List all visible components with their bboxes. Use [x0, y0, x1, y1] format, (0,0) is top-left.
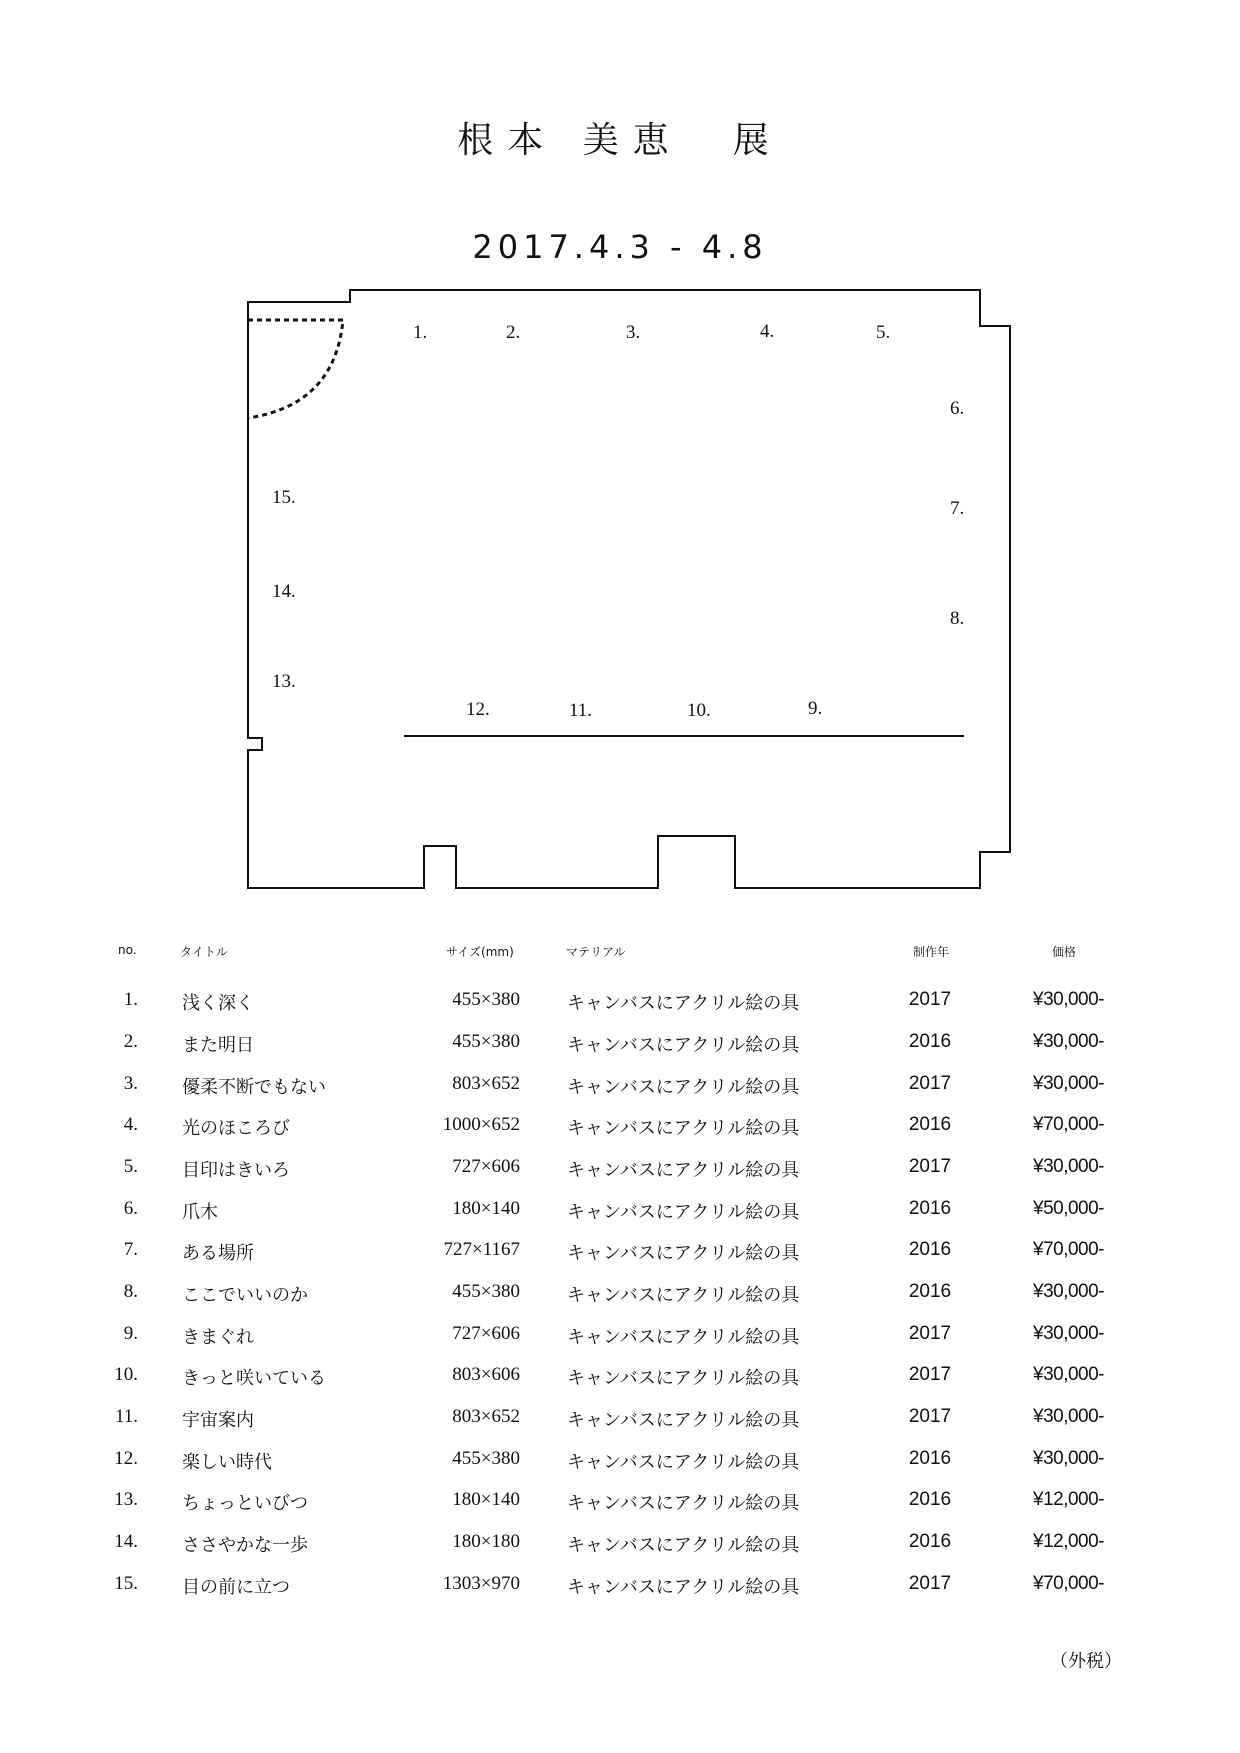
row-no: 4. — [123, 1114, 138, 1135]
position-label: 3. — [626, 322, 641, 343]
row-price: ¥30,000- — [1033, 1448, 1105, 1469]
row-year: 2016 — [908, 1448, 952, 1469]
row-year: 2016 — [908, 1489, 952, 1510]
row-size: 727×606 — [452, 1323, 520, 1344]
table-row — [0, 1073, 1240, 1103]
row-price: ¥30,000- — [1033, 1031, 1105, 1052]
row-no: 5. — [123, 1156, 138, 1177]
position-label: 5. — [876, 322, 891, 343]
row-title: 楽しい時代 — [182, 1452, 272, 1473]
row-title: 目印はきいろ — [182, 1160, 290, 1181]
row-price: ¥70,000- — [1033, 1239, 1105, 1260]
row-price: ¥30,000- — [1033, 1364, 1105, 1385]
row-no: 14. — [114, 1531, 138, 1552]
row-material: キャンバスにアクリル絵の具 — [567, 1368, 800, 1389]
row-material: キャンバスにアクリル絵の具 — [567, 1577, 800, 1598]
header-title: タイトル — [180, 945, 228, 959]
table-row — [0, 1239, 1240, 1269]
row-title: きっと咲いている — [182, 1368, 326, 1389]
position-label: 6. — [950, 398, 965, 419]
position-label: 10. — [687, 700, 711, 721]
row-material: キャンバスにアクリル絵の具 — [567, 1077, 800, 1098]
position-label: 9. — [808, 698, 823, 719]
row-title: 浅く深く — [182, 993, 254, 1014]
row-year: 2017 — [908, 1156, 952, 1177]
row-no: 12. — [114, 1448, 138, 1469]
row-year: 2016 — [908, 1281, 952, 1302]
row-size: 1303×970 — [442, 1573, 520, 1594]
position-label: 8. — [950, 608, 965, 629]
table-row — [0, 1573, 1240, 1603]
floor-plan-walls — [248, 290, 1010, 888]
position-label: 7. — [950, 498, 965, 519]
row-title: ある場所 — [182, 1243, 254, 1264]
header-material: マテリアル — [566, 945, 626, 959]
row-size: 803×652 — [452, 1406, 520, 1427]
table-row — [0, 1364, 1240, 1394]
table-row — [0, 1448, 1240, 1478]
row-title: 優柔不断でもない — [182, 1077, 326, 1098]
row-price: ¥30,000- — [1033, 1073, 1105, 1094]
table-row — [0, 1156, 1240, 1186]
row-no: 8. — [123, 1281, 138, 1302]
row-no: 13. — [114, 1489, 138, 1510]
position-label: 4. — [760, 321, 775, 342]
row-title: 宇宙案内 — [182, 1410, 254, 1431]
table-row — [0, 1531, 1240, 1561]
row-price: ¥30,000- — [1033, 1323, 1105, 1344]
row-price: ¥12,000- — [1033, 1489, 1105, 1510]
row-material: キャンバスにアクリル絵の具 — [567, 1202, 800, 1223]
row-material: キャンバスにアクリル絵の具 — [567, 1410, 800, 1431]
table-row — [0, 989, 1240, 1019]
row-price: ¥30,000- — [1033, 1281, 1105, 1302]
tax-note: （外税） — [1050, 1651, 1122, 1672]
row-no: 15. — [114, 1573, 138, 1594]
table-row — [0, 1031, 1240, 1061]
table-row — [0, 1323, 1240, 1353]
row-title: ささやかな一歩 — [182, 1535, 308, 1556]
row-year: 2016 — [908, 1531, 952, 1552]
row-size: 180×180 — [452, 1531, 520, 1552]
row-no: 7. — [123, 1239, 138, 1260]
row-no: 1. — [123, 989, 138, 1010]
table-row — [0, 1114, 1240, 1144]
row-material: キャンバスにアクリル絵の具 — [567, 1035, 800, 1056]
row-year: 2017 — [908, 1364, 952, 1385]
row-no: 3. — [123, 1073, 138, 1094]
table-row — [0, 1198, 1240, 1228]
row-title: また明日 — [182, 1035, 254, 1056]
row-no: 6. — [123, 1198, 138, 1219]
row-size: 455×380 — [452, 1281, 520, 1302]
position-label: 15. — [272, 487, 296, 508]
position-label: 1. — [413, 322, 428, 343]
row-no: 10. — [114, 1364, 138, 1385]
row-title: 目の前に立つ — [182, 1577, 290, 1598]
row-material: キャンバスにアクリル絵の具 — [567, 1452, 800, 1473]
row-size: 455×380 — [452, 1448, 520, 1469]
row-title: 光のほころび — [182, 1118, 290, 1139]
row-year: 2017 — [908, 1323, 952, 1344]
row-year: 2016 — [908, 1031, 952, 1052]
row-material: キャンバスにアクリル絵の具 — [567, 1327, 800, 1348]
table-row — [0, 1281, 1240, 1311]
row-no: 9. — [123, 1323, 138, 1344]
row-size: 803×652 — [452, 1073, 520, 1094]
exhibition-title: 根本 美恵 展 — [457, 120, 783, 161]
row-price: ¥30,000- — [1033, 1156, 1105, 1177]
row-year: 2017 — [908, 1573, 952, 1594]
row-year: 2017 — [908, 1073, 952, 1094]
row-size: 1000×652 — [442, 1114, 520, 1135]
door-swing-arc — [248, 320, 343, 418]
row-title: 爪木 — [182, 1202, 218, 1223]
position-label: 2. — [506, 322, 521, 343]
row-size: 803×606 — [452, 1364, 520, 1385]
table-row — [0, 1406, 1240, 1436]
row-material: キャンバスにアクリル絵の具 — [567, 1118, 800, 1139]
row-year: 2016 — [908, 1239, 952, 1260]
row-price: ¥30,000- — [1033, 989, 1105, 1010]
header-size: サイズ(mm) — [446, 945, 514, 959]
row-size: 727×1167 — [443, 1239, 520, 1260]
header-no: no. — [118, 943, 137, 957]
table-row — [0, 1489, 1240, 1519]
row-material: キャンバスにアクリル絵の具 — [567, 1493, 800, 1514]
row-material: キャンバスにアクリル絵の具 — [567, 993, 800, 1014]
row-no: 11. — [114, 1406, 138, 1427]
row-price: ¥30,000- — [1033, 1406, 1105, 1427]
row-price: ¥12,000- — [1033, 1531, 1105, 1552]
row-year: 2016 — [908, 1114, 952, 1135]
position-label: 11. — [569, 700, 593, 721]
row-price: ¥50,000- — [1033, 1198, 1105, 1219]
row-year: 2017 — [908, 989, 952, 1010]
row-material: キャンバスにアクリル絵の具 — [567, 1243, 800, 1264]
row-material: キャンバスにアクリル絵の具 — [567, 1285, 800, 1306]
row-size: 455×380 — [452, 989, 520, 1010]
position-label: 12. — [466, 699, 490, 720]
row-material: キャンバスにアクリル絵の具 — [567, 1535, 800, 1556]
row-size: 180×140 — [452, 1489, 520, 1510]
position-label: 13. — [272, 671, 296, 692]
row-size: 180×140 — [452, 1198, 520, 1219]
row-size: 727×606 — [452, 1156, 520, 1177]
position-label: 14. — [272, 581, 296, 602]
row-title: ちょっといびつ — [182, 1493, 308, 1514]
row-material: キャンバスにアクリル絵の具 — [567, 1160, 800, 1181]
row-no: 2. — [123, 1031, 138, 1052]
row-title: ここでいいのか — [182, 1285, 308, 1306]
row-price: ¥70,000- — [1033, 1573, 1105, 1594]
header-price: 価格 — [1052, 945, 1077, 959]
row-price: ¥70,000- — [1033, 1114, 1105, 1135]
row-year: 2017 — [908, 1406, 952, 1427]
row-size: 455×380 — [452, 1031, 520, 1052]
row-year: 2016 — [908, 1198, 952, 1219]
header-year: 制作年 — [913, 945, 950, 959]
row-title: きまぐれ — [182, 1327, 254, 1348]
exhibition-dates: 2017.4.3 - 4.8 — [472, 228, 768, 266]
